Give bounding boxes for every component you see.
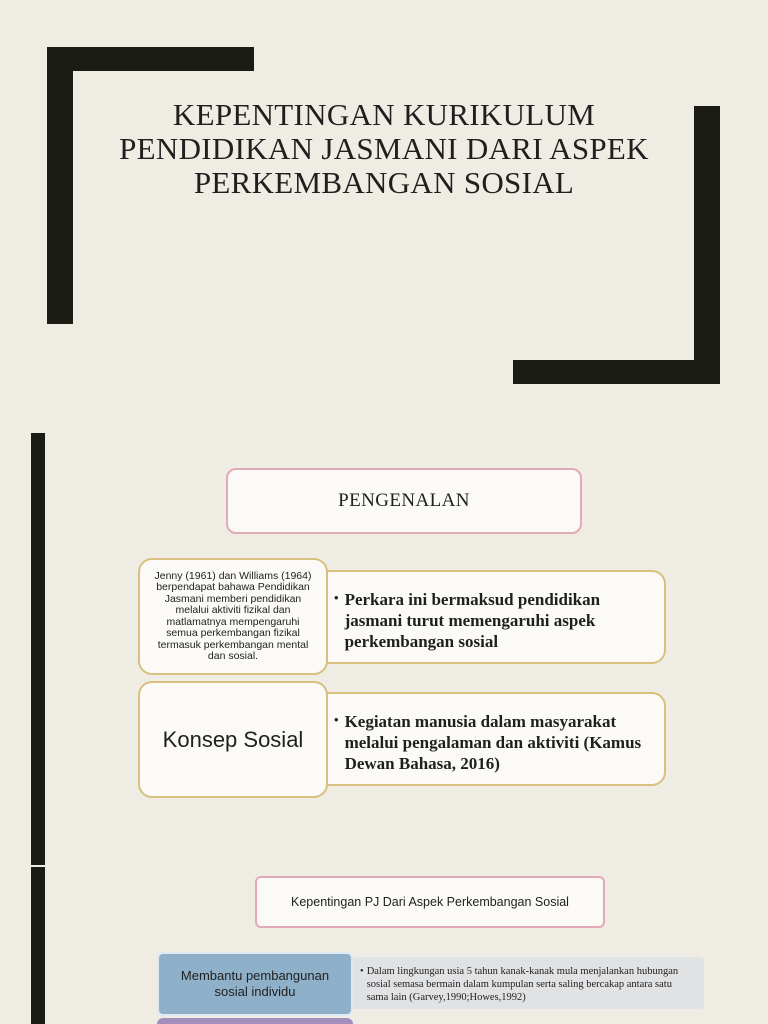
item1-label: Membantu pembangunan sosial individu [180, 968, 330, 999]
bracket-bottom-right-vertical [694, 106, 720, 384]
pengenalan-label: PENGENALAN [338, 490, 470, 511]
bracket-bottom-right-horizontal [513, 360, 720, 384]
item1-desc-box [352, 957, 704, 1009]
bullet2-box [300, 692, 666, 786]
konsep-sosial-box [138, 681, 328, 798]
bullet-dot: • [334, 712, 339, 727]
left-accent-bar [31, 433, 45, 865]
bullet2-row [334, 711, 650, 774]
bullet1-text: Perkara ini bermaksud pendidikan jasmani turut memengaruhi aspek perkembangan sosial [344, 590, 601, 651]
konsep-sosial-label: Konsep Sosial [162, 726, 304, 752]
bullet1-box [300, 570, 666, 664]
jenny-note-box [138, 558, 328, 675]
item1-desc: Dalam lingkungan usia 5 tahun kanak-kanak mula menjalankan hubungan sosial semasa bermain dalam kumpulan serta saling bercakap antara satu sama lain (Garvey,1990;Howes,1992) [366, 966, 679, 1003]
title-slide [0, 0, 768, 430]
bracket-top-left-horizontal [47, 47, 254, 71]
bullet1-row [334, 589, 650, 652]
item1-desc-row [360, 965, 696, 1004]
slide-title [90, 98, 678, 200]
title-line-1: KEPENTINGAN KURIKULUM [172, 97, 596, 132]
pengenalan-box [226, 468, 582, 534]
kepentingan-title: Kepentingan PJ Dari Aspek Perkembangan Sosial [291, 895, 569, 909]
jenny-note-text: Jenny (1961) dan Williams (1964) berpendapat bahawa Pendidikan Jasmani memberi pendidikan melalui aktiviti fizikal dan matlamatnya mempengaruhi semua perkembangan fizikal termasuk perkembangan mental dan sosial. [154, 569, 312, 662]
bullet2-text: Kegiatan manusia dalam masyarakat melalui pengalaman dan aktiviti (Kamus Dewan Bahasa, 2016) [344, 712, 642, 773]
bullet-dot: • [360, 966, 364, 977]
bullet-dot: • [334, 590, 339, 605]
title-line-3: PERKEMBANGAN SOSIAL [193, 165, 575, 200]
kepentingan-title-box [255, 876, 605, 928]
item1-label-box [157, 952, 353, 1016]
left-accent-bar-lower [31, 867, 45, 1024]
content-slide [0, 430, 768, 1024]
bracket-top-left-vertical [47, 47, 73, 324]
title-line-2: PENDIDIKAN JASMANI DARI ASPEK [119, 131, 649, 166]
item2-label-box [157, 1018, 353, 1024]
